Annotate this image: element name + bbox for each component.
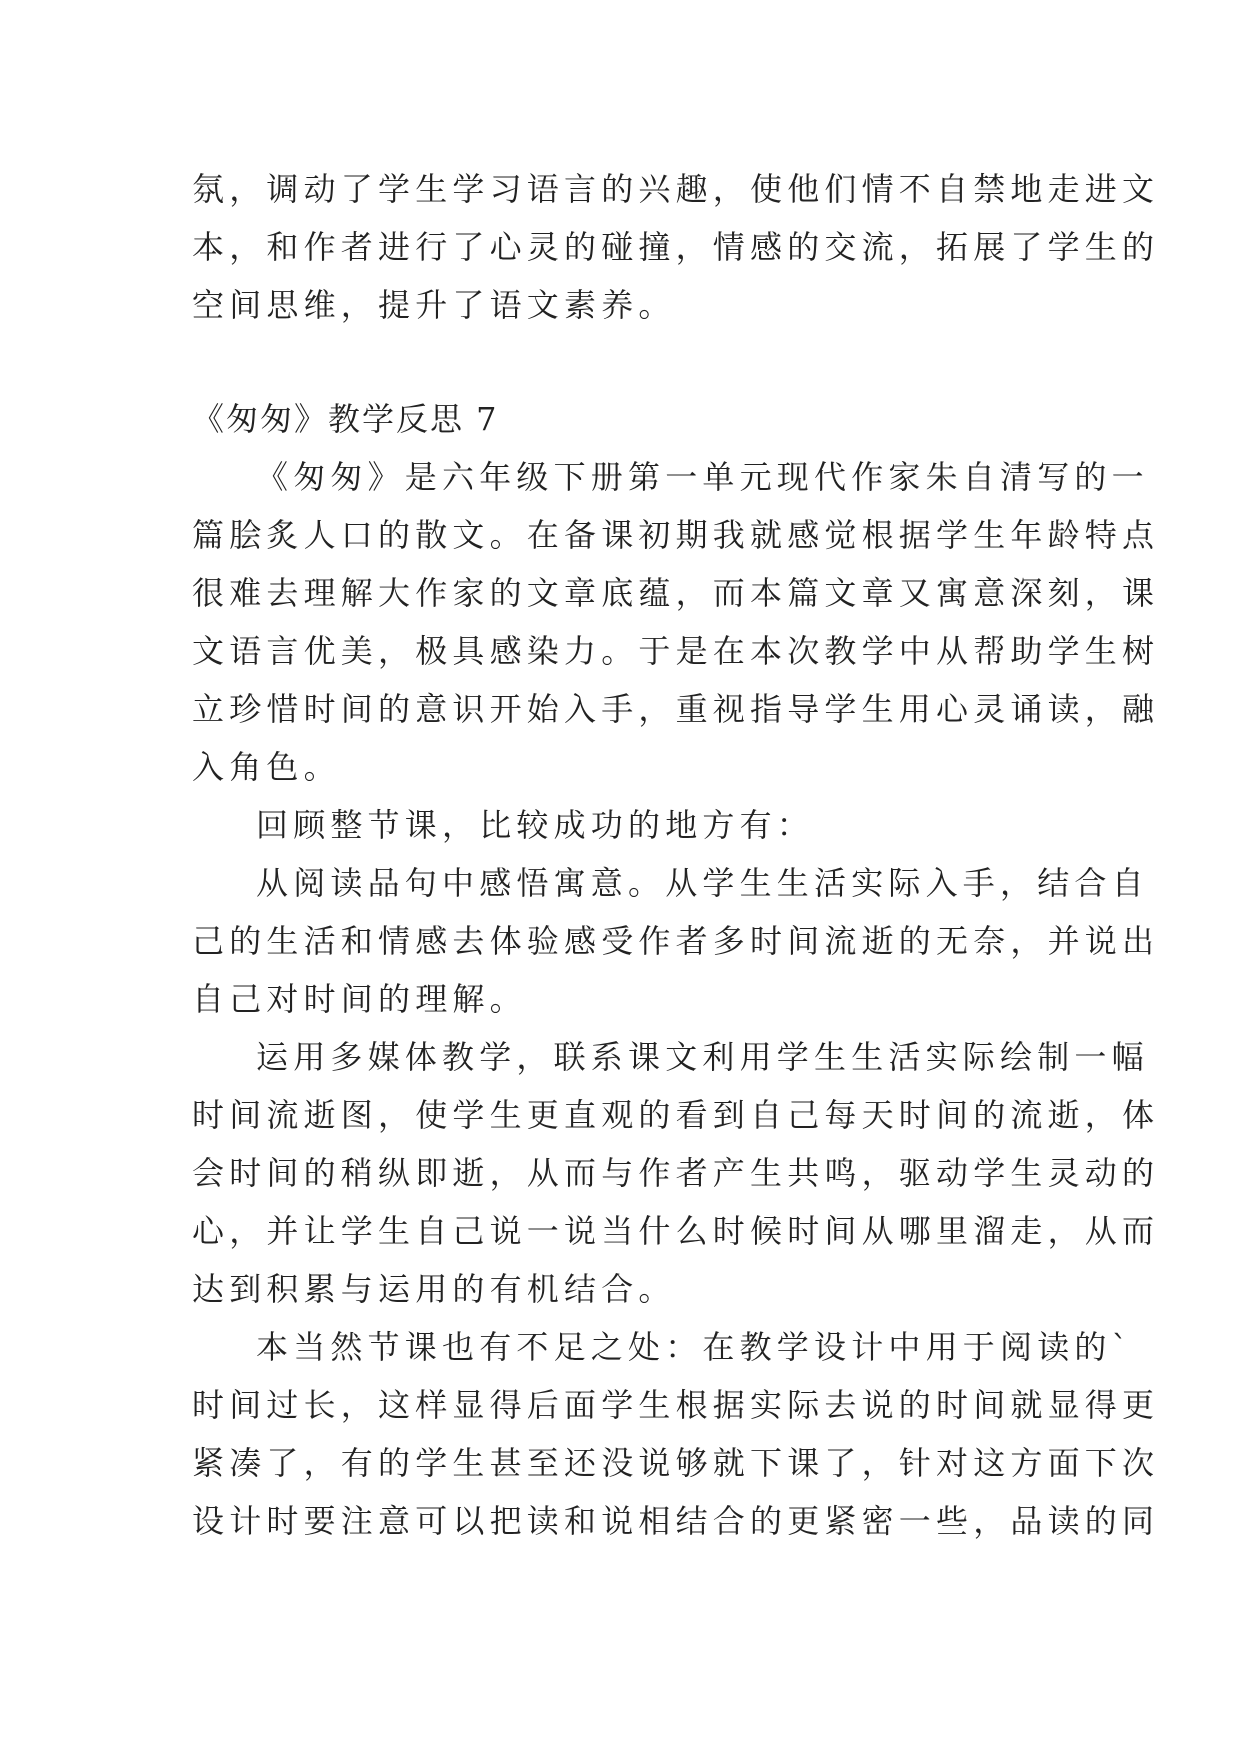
paragraph-line: 本当然节课也有不足之处：在教学设计中用于阅读的` [256,1328,1133,1366]
paragraph-line: 达到积累与运用的有机结合。 [192,1270,676,1308]
intro-paragraph [192,160,1160,334]
paragraph-line: 《匆匆》是六年级下册第一单元现代作家朱自清写的一 [256,458,1149,496]
paragraph-line: 立珍惜时间的意识开始入手，重视指导学生用心灵诵读，融 [192,690,1160,728]
paragraph-line: 文语言优美，极具感染力。于是在本次教学中从帮助学生树 [192,632,1160,670]
paragraph-line: 回顾整节课，比较成功的地方有： [256,806,815,844]
paragraph-line: 入角色。 [192,748,341,786]
paragraph-reading [192,854,1160,1028]
paragraph-line: 心，并让学生自己说一说当什么时候时间从哪里溜走，从而 [192,1212,1160,1250]
paragraph-line: 从阅读品句中感悟寓意。从学生生活实际入手，结合自 [256,864,1149,902]
paragraph-line: 很难去理解大作家的文章底蕴，而本篇文章又寓意深刻，课 [192,574,1160,612]
paragraph-line: 时间过长，这样显得后面学生根据实际去说的时间就显得更 [192,1386,1160,1424]
paragraph-line: 紧凑了，有的学生甚至还没说够就下课了，针对这方面下次 [192,1444,1160,1482]
section-heading: 《匆匆》教学反思 7 [192,400,499,438]
paragraph-line: 时间流逝图，使学生更直观的看到自己每天时间的流逝，体 [192,1096,1160,1134]
paragraph-line: 自己对时间的理解。 [192,980,527,1018]
paragraph-intro [192,448,1160,796]
paragraph-line: 运用多媒体教学，联系课文利用学生生活实际绘制一幅 [256,1038,1149,1076]
paragraph-line: 空间思维，提升了语文素养。 [192,286,676,324]
paragraph-line: 己的生活和情感去体验感受作者多时间流逝的无奈，并说出 [192,922,1160,960]
paragraph-multimedia [192,1028,1160,1318]
paragraph-line: 设计时要注意可以把读和说相结合的更紧密一些，品读的同 [192,1502,1160,1540]
section-body [192,448,1160,1550]
paragraph-shortcomings [192,1318,1160,1550]
paragraph-line: 会时间的稍纵即逝，从而与作者产生共鸣，驱动学生灵动的 [192,1154,1160,1192]
paragraph-line: 氛，调动了学生学习语言的兴趣，使他们情不自禁地走进文 [192,170,1160,208]
paragraph-line: 本，和作者进行了心灵的碰撞，情感的交流，拓展了学生的 [192,228,1160,266]
paragraph-review [192,796,1052,854]
paragraph-line: 篇脍炙人口的散文。在备课初期我就感觉根据学生年龄特点 [192,516,1160,554]
